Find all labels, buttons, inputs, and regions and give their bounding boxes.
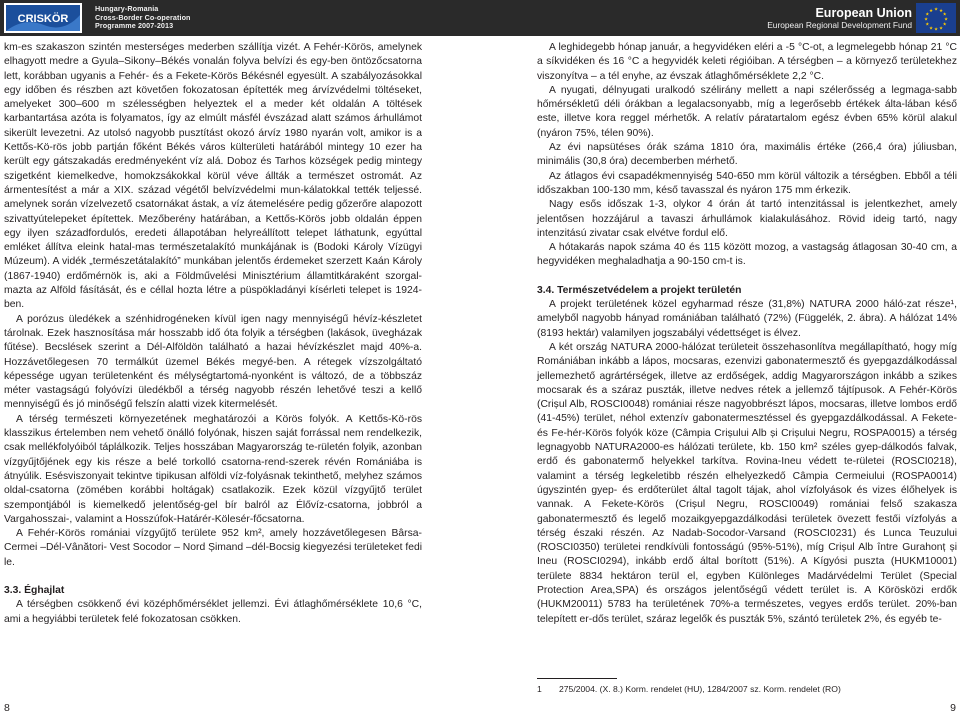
svg-text:★: ★ (925, 22, 930, 28)
programme-line-2: Cross-Border Co-operation (95, 12, 191, 22)
svg-text:★: ★ (933, 27, 939, 33)
svg-text:★: ★ (942, 22, 947, 28)
left-paragraph-4: A Fehér-Körös romániai vízgyűjtő területe 952 km², amely hozzávetőlegesen Bârsa- Cermei –Dél-Vânători- Vest Socodor – Nord Șimand –dél-Bocsig kiegyezési területeket fedi le. (4, 528, 422, 568)
eu-flag-icon (916, 3, 956, 33)
svg-text:★: ★ (943, 17, 949, 23)
programme-line-1: Hungary-Romania (95, 4, 159, 13)
section-heading-climate: 3.3. Éghajlat (4, 584, 65, 596)
logo-text: CRISKÖR (17, 13, 69, 25)
right-paragraph-4: Az átlagos évi csapadékmennyiség 540-650 mm körül változik a térségben. Ebből a téli időszakban 100-130 mm, késő tavasszal és nyáron 175 mm érkezik. (537, 170, 957, 196)
left-column (4, 41, 422, 627)
svg-text:★: ★ (925, 12, 930, 18)
page-number-right: 9 (950, 702, 956, 714)
crisskor-logo (4, 3, 82, 33)
section-heading-nature-protection: 3.4. Természetvédelem a projekt területén (537, 284, 742, 296)
svg-text:★: ★ (928, 26, 934, 32)
left-paragraph-3: A térség természeti környezetének meghatározói a Körös folyók. A Kettős-Kö-rös klasszikus értelemben nem vehető önálló folyónak, hiszen saját forrással nem rendelkezik, csak mellékfolyóiból táplálkozik. Teljes hosszában Magyarország te-rületén folyik, azonban vízgyűjtőjének egy kis része a belé torkolló csatorna-rend-szerek révén Romániába is átnyúlik. Esésviszonyait tekintve tipikusan alföldi víz-folyásnak tekinthető, melyhez számos oldal-csatorna (zömében korábbi holtágak) csatlakozik. Ezek közül vízgyűjtő terület szempontjából is kiemelkedő jelentőség-gel bír balról az Élővíz-csatorna, jobbról a Vargahosszai-, valamint a Hosszúfok-Határér-Kölesér-főcsatorna. (4, 413, 422, 525)
eu-title: European Union (815, 6, 912, 20)
svg-text:★: ★ (938, 8, 944, 14)
right-column (537, 41, 957, 627)
programme-label (95, 5, 191, 31)
footnote-divider (537, 678, 617, 679)
page-number-left: 8 (4, 702, 10, 714)
programme-line-3: Programme 2007-2013 (95, 21, 174, 31)
crisskor-logo-icon (4, 3, 82, 33)
header-bar (0, 0, 960, 36)
right-paragraph-8: A két ország NATURA 2000-hálózat területeit összehasonlítva megállapítható, hogy míg Romániában inkább a lápos, mocsaras, ezenvizi gabonatermesztő és gyepgazdálkodással jellemezhető agrártérségek, illetve az erdőségek, addig Magyarországon inkább a szikes mocsarak és a száraz puszták, illetve nedves rétek a jellemző tájtípusok. A Fehér-Körös (Crișul Alb, ROSCI0048) romániai része nagyobbrészt lápos, mocsaras, illetve lombos erdő (41-45%) terület, néhol extenzív gabonatermesztéssel és gyepgazdálkodással. A Fekete- és Fe-hér-Körös folyók köze (Câmpia Crișului Alb și Crișului Negru, ROSPA0015) a térség legnagyobb NATURA2000-es hálózati területe, kb. 150 km² széles gyep-dálkodós falvak, erdő és gabonatermő helyekkel tarkítva. Rovina-Ineu védett te-rületei (ROSCI0218), valamint a térség legkeletibb részén elhelyezkedő Câmpia Cermeiului (ROSPA0014) úgyszintén gyep- és erdőterület által tagolt tájak, ahol vízfolyások és vizes élőhelyek is vannak. A Fekete-Körös (Crișul Negru, ROSCI0049) romániai felső szakasza gabonatermesztő és legelő mozaikgyepgazdálkodási területek övezett festői vízfolyás a térség északi részén. Az Nadab-Socodor-Varsand (ROSCI0231) és Lunca Teuzului (ROSCI0350) területei rendkívüli fontosságú (95%-51%), míg Crișul Alb între Gurahonț și Ineu (ROSCI0294), inkább erdő által borított (51%). A Kígyósi puszta (HUKM10001) területe 8834 hektáron terül el, egyben Különleges Madárvédelmi Terület (Special Protection Area,SPA) és országos jelentőségű védett terület is. A Körösközi erdők (HUKM20011) 5783 ha területének 70%-a természetes, vegyes erdős terület. 20%-ban telepített er-dős terület, száraz legelők és puszták 5%, szántó területek 2%, és egyéb te- (537, 341, 957, 625)
right-paragraph-2: A nyugati, délnyugati uralkodó szélirány mellett a napi szélerősség a legmaga-sabb hőmérsékletű déli órákban a legalacsonyabb, míg a legerősebb értékek álta-lában késő este, illetve kora reggel mérhetők. A relatív páratartalom egész évben 65% körül alakul (nyáron 75%, télen 90%). (537, 84, 957, 139)
right-paragraph-7: A projekt területének közel egyharmad része (31,8%) NATURA 2000 háló-zat része¹, amelyből nagyobb hányad romániában található (72%) (Függelék, 2. ábra). A hálózat 14% (8193 hektár) valamilyen jogszabályi védettséget is élvez. (537, 299, 957, 339)
right-paragraph-6: A hótakarás napok száma 40 és 115 között mozog, a vastagság átlagosan 30-40 cm, a hegyvidéken meghaladhatja a 90-150 cm-t is. (537, 242, 957, 268)
left-paragraph-2: A porózus üledékek a szénhidrogéneken kívül igen nagy mennyiségű hévíz-készletet tárolnak. Ezek hasznosítása már hosszabb idő óta folyik a térségben (lakások, üvegházak fűtése). Becslések szerint a Dél-Alföldön található a hazai hévízkészlet majd 40%-a. Hozzávetőlegesen 70 termálkút üzemel Békés megyé-ben. A rétegek vízszolgáltató képessége ugyan területenként és mélységtartomá-nyonként is változó, de a többszáz méter vastagságú folyóvízi üledékből a térség nagyobb részén lehetővé teszi a kellő mennyiségű és jó minőségű felszín alatti vizek kitermelését. (4, 313, 422, 411)
footnote-number: 1 (537, 684, 542, 694)
svg-text:★: ★ (928, 8, 934, 14)
svg-text:★: ★ (933, 7, 939, 13)
svg-text:★: ★ (942, 12, 947, 18)
eu-fund: European Regional Development Fund (767, 20, 912, 30)
right-paragraph-3: Az évi napsütéses órák száma 1810 óra, maximális értéke (266,4 óra) júliusban, minimális (30,8 óra) decemberben mérhető. (537, 142, 957, 168)
right-paragraph-5: Nagy esős időszak 1-3, olykor 4 órán át tartó intenzitással is jelentkezhet, amely jelentősen hozzájárul a tavaszi árhullámok kialakulásához. Rövid ideig tartó, nagy intenzitású zivatar csak elvétve fordul elő. (537, 199, 957, 239)
svg-text:★: ★ (938, 26, 944, 32)
right-paragraph-1: A leghidegebb hónap január, a hegyvidéken eléri a -5 °C-ot, a legmelegebb hónap 21 °C a síkvidéken és 16 °C a hegyvidék keleti régióiban. A térségben – a környező területekhez viszonyítva – a tél enyhe, az évszak átlaghőmérséklete 2,2 °C. (537, 42, 957, 82)
svg-text:★: ★ (923, 17, 929, 23)
footnote (537, 684, 841, 695)
left-paragraph-1: km-es szakaszon szintén mesterséges mederben szállítja vizét. A Fehér-Körös, amelynek elhagyott medre a Gyula–Sikony–Békés vonalán folyva belvízi és egy-ben öntözőcsatorna lett, korábban ugyanis a Fehér- és a Fekete-Körös Békésnél egyesült. A szabályozásokkal egy időben és részben azt követően fokozatosan építették meg árvízvédelmi töltéseket, amelyeket 300–600 m szélességben helyeztek el a meder két oldalán A töltések karbantartása azóta is folyamatos, így az elmúlt másfél évszázad alatt számos árhullámot sikerült levezetni. Az utolsó nagyobb pusztítást okozó árvíz 1980 nyarán volt, amikor is a Kettős-Kö-rös jobb partján főként Békés város külterületi határából mintegy 10 ezer ha került egy gátszakadás eredményeként víz alá. Doboz és Tarhos községek pedig mintegy szigetként kiemelkedve, homokzsákokkal körül véve állták a természet ostromát. Az ármentesítést a már a XIX. század végétől belvízvédelmi mun-kálatokkal tették teljessé. amelynek során vízelvezető csatornákat ástak, a víz átemelésére pedig gőzerőre alapozott szivattyútelepeket építettek. Mezőberény határában, a Kettős-Körös jobb oldalán éppen egy ilyen századfordulós, eredeti állapotában helyreállított telepet láthatunk, egyúttal emléket állítva eleink hatal-mas természetalakító munkájának is (Bodoki Károly Vízügyi Múzeum). A vidék „természetátalakító” munkában jelentős érdemeket szerzett Kaán Károly (1867-1940) erdőmérnök is, aki a Földművelési Minisztérium államtitkáraként szorgal-mazta az Alföld fásítását, és e céllal hozta létre a püspökladányi kísérleti telepet is 1924-ben. (4, 42, 422, 311)
eu-label (767, 6, 912, 31)
footnote-text: 275/2004. (X. 8.) Korm. rendelet (HU), 1284/2007 sz. Korm. rendelet (RO) (559, 684, 841, 694)
left-paragraph-5: A térségben csökkenő évi középhőmérséklet jellemzi. Évi átlaghőmérséklete 10,6 °C, ami a hegyiábbi területek felé fokozatosan csökken. (4, 599, 422, 625)
